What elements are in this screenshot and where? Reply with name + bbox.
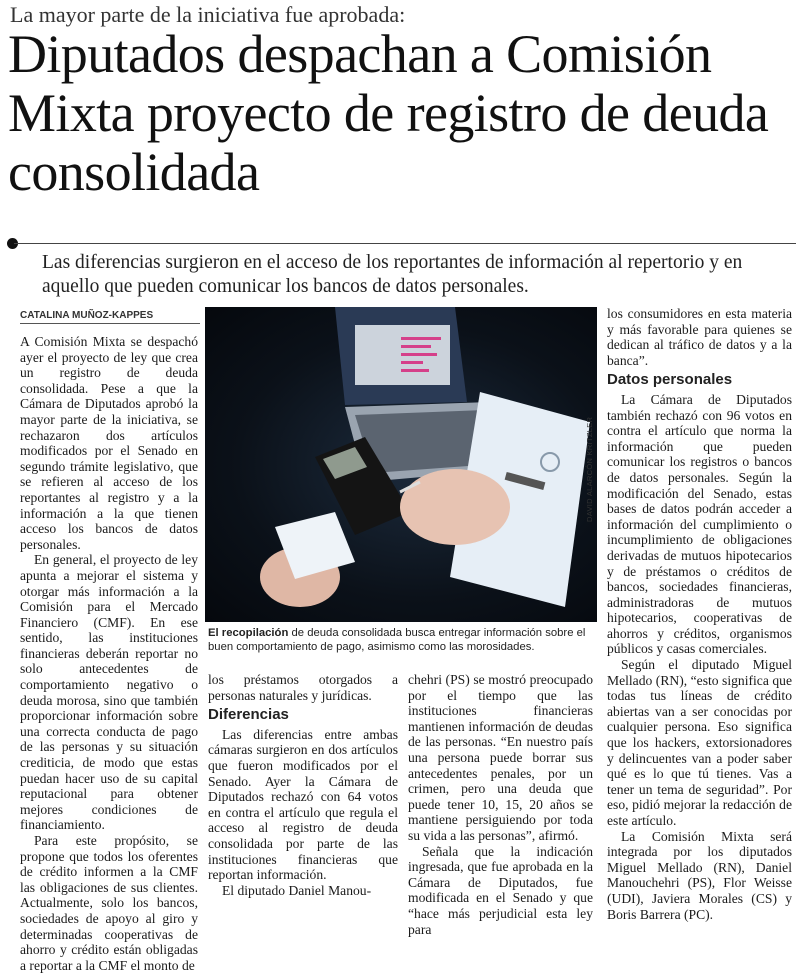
paragraph: En general, el proyecto de ley apunta a mejorar el sistema y otorgar más información a la Comisión para el Mercado Financiero (CMF). En ese sentido, las instituciones financieras deberán reportar no solo antecedentes de comportamiento negativo o deuda morosa, sino que también proporcionar información sobre una correcta conducta de pago de las personas y su situación crediticia, de modo que estas puedan hacer uso de su capital reputacional para obtener mejores condiciones de financiamiento. [20, 552, 198, 833]
section-heading-diferencias: Diferencias [208, 706, 289, 724]
photo-illustration [205, 307, 597, 622]
caption-text: de deuda consolidada busca entregar información sobre el buen comportamiento de pago, asimismo como las morosidades. [208, 627, 586, 653]
section-heading-datos-personales: Datos personales [607, 371, 733, 389]
photo-credit: DAVID ALARCÓN KRITZLER [585, 416, 594, 522]
paragraph: Las diferencias entre ambas cámaras surgieron en dos artículos que fueron modificados por el Senado. Ayer la Cámara de Diputados rechazó con 64 votos en contra el artículo que regula el acceso al registro de deuda consolidada por parte de las instituciones financieras que reportan información. [208, 726, 398, 883]
paragraph: chehri (PS) se mostró preocupado por el tiempo que las instituciones financieras mantienen información de deudas de las personas. “En nuestro país una persona puede borrar sus antecedentes penales, por un crimen, pero una deuda que puede tener 10, 15, 20 años se mantiene persiguiendo por toda su vida a las personas”, afirmó. [408, 672, 593, 843]
deck-subtitle: Las diferencias surgieron en el acceso de los reportantes de información al repertorio y en aquello que pueden comunicar los bancos de datos personales. [42, 252, 743, 297]
paragraph: los préstamos otorgados a personas naturales y jurídicas. [208, 672, 398, 703]
headline-divider [14, 243, 796, 244]
photo-caption [208, 626, 598, 654]
paragraph: La Cámara de Diputados también rechazó con 96 votos en contra el artículo que norma la información que pueden comunicar los registros o bancos de datos personales. Según la modificación del Senado, estas bases de datos podrán acceder a información del cumplimiento o incumplimiento de obligaciones derivadas de mutuos hipotecarios y de préstamos o créditos de bancos, sociedades financieras, administradoras de mutuos hipotecarios, cooperativas de ahorros y créditos, organismos públicos y casas comerciales. [607, 391, 792, 657]
article-column-2 [208, 672, 398, 898]
paragraph: Señala que la indicación ingresada, que fue aprobada en la Cámara de Diputados, fue modificada en el Senado y que “hace más perjudicial esta ley para [408, 843, 593, 937]
article-column-1 [20, 334, 198, 973]
headline: Diputados despachan a Comisión Mixta proyecto de registro de deuda consolidada [8, 24, 769, 202]
article-column-4 [607, 306, 792, 922]
byline: CATALINA MUÑOZ-KAPPES [20, 310, 200, 324]
paragraph: los consumidores en esta materia y más favorable para quienes se dedican al tráfico de datos y a la banca”. [607, 306, 792, 368]
caption-lead: El recopilación [208, 627, 289, 639]
kicker: La mayor parte de la iniciativa fue aprobada: [10, 2, 406, 27]
paragraph: Para este propósito, se propone que todos los oferentes de crédito informen a la CMF las obligaciones de sus clientes. Actualmente, solo los bancos, sociedades de apoyo al giro y determinadas cooperativas de ahorro y crédito están obligadas a reportar a la CMF el monto de [20, 833, 198, 973]
paragraph: El diputado Daniel Manou- [222, 882, 372, 898]
article-photo [205, 307, 597, 622]
paragraph: La Comisión Mixta será integrada por los diputados Miguel Mellado (RN), Daniel Manouchehri (PS), Flor Weisse (UDI), Javiera Morales (CS) y Boris Barrera (PC). [607, 828, 792, 922]
paragraph: Según el diputado Miguel Mellado (RN), “esto significa que todas tus líneas de crédito abiertas van a ser conocidas por cualquier persona. Eso significa que los hackers, extorsionadores y delincuentes van a poder saber qué es lo que tú tienes. Vas a tener un tema de seguridad”. Por eso, pidió mejorar la redacción de este artículo. [607, 657, 792, 828]
article-column-3 [408, 672, 593, 937]
paragraph: A Comisión Mixta se despachó ayer el proyecto de ley que crea un registro de deuda consolidada. Pese a que la Cámara de Diputados aprobó la mayor parte de la iniciativa, se rechazaron dos artículos modificados por el Senado en segundo trámite legislativo, que se refieren al acceso de los reportantes al registro y a la información a la que tienen acceso los bancos de datos personales. [20, 334, 198, 552]
